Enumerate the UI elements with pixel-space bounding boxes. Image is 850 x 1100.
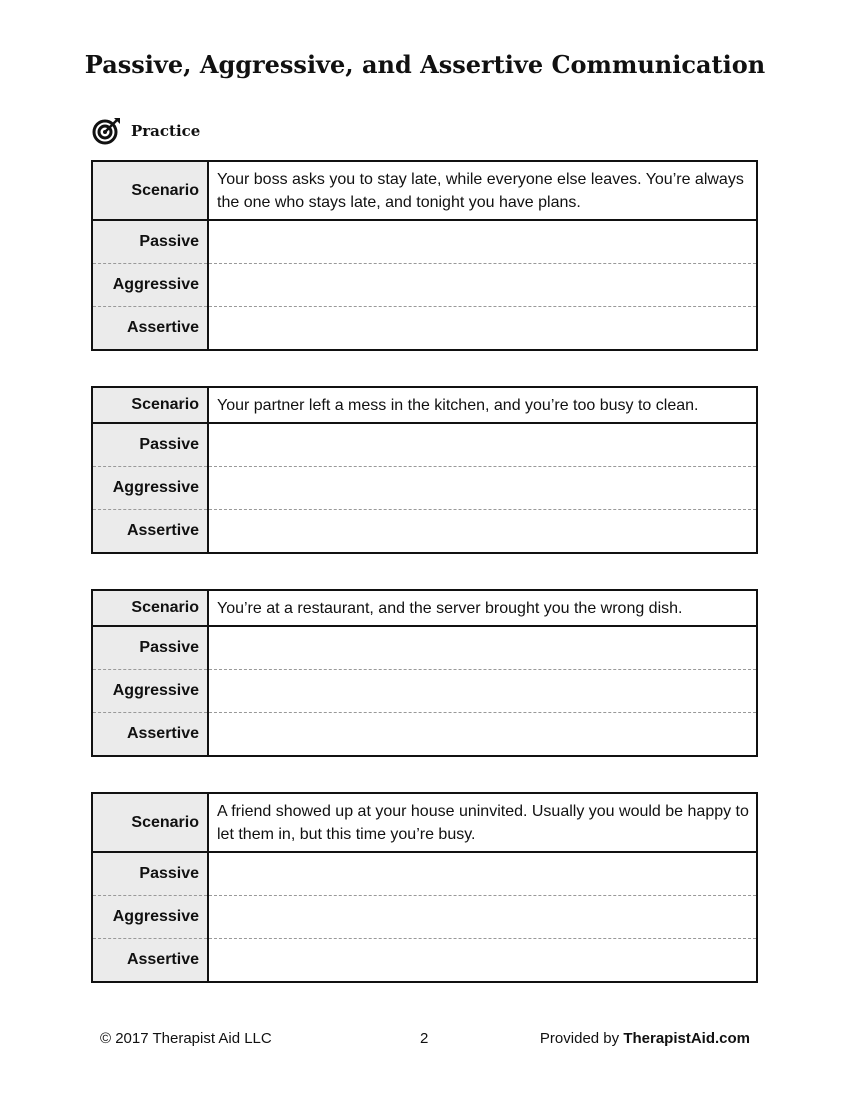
assertive-row [92, 510, 757, 554]
scenario-text: Your partner left a mess in the kitchen, and you’re too busy to clean. [208, 387, 757, 423]
aggressive-label: Aggressive [92, 467, 208, 510]
provided-prefix: Provided by [539, 1030, 620, 1047]
scenario-label: Scenario [92, 387, 208, 423]
passive-row [92, 626, 757, 670]
scenario-row [92, 161, 757, 220]
page-number: 2 [420, 1030, 429, 1047]
practice-section-header [92, 116, 200, 146]
footer-copyright: © 2017 Therapist Aid LLC [100, 1030, 272, 1047]
aggressive-label: Aggressive [92, 670, 208, 713]
scenario-label: Scenario [92, 161, 208, 220]
aggressive-row [92, 670, 757, 713]
passive-label: Passive [92, 852, 208, 896]
passive-answer-field[interactable] [208, 220, 757, 264]
scenario-text: A friend showed up at your house uninvited. Usually you would be happy to let them in, but this time you’re busy. [208, 793, 757, 852]
assertive-row [92, 939, 757, 983]
passive-answer-field[interactable] [208, 626, 757, 670]
scenario-text: Your boss asks you to stay late, while everyone else leaves. You’re always the one who stays late, and tonight you have plans. [208, 161, 757, 220]
scenario-label: Scenario [92, 793, 208, 852]
scenario-text: You’re at a restaurant, and the server brought you the wrong dish. [208, 590, 757, 626]
scenario-table-2 [91, 386, 758, 554]
scenario-label: Scenario [92, 590, 208, 626]
assertive-label: Assertive [92, 939, 208, 983]
assertive-label: Assertive [92, 713, 208, 757]
scenario-table-4 [91, 792, 758, 983]
scenario-table-3 [91, 589, 758, 757]
passive-answer-field[interactable] [208, 852, 757, 896]
aggressive-label: Aggressive [92, 264, 208, 307]
passive-label: Passive [92, 423, 208, 467]
assertive-row [92, 713, 757, 757]
assertive-answer-field[interactable] [208, 510, 757, 554]
passive-row [92, 852, 757, 896]
scenario-row [92, 387, 757, 423]
aggressive-row [92, 467, 757, 510]
provider-brand: TherapistAid.com [623, 1030, 750, 1047]
target-icon [92, 116, 122, 146]
aggressive-row [92, 896, 757, 939]
page-title: Passive, Aggressive, and Assertive Communication [84, 50, 766, 79]
section-label: Practice [131, 122, 201, 140]
aggressive-answer-field[interactable] [208, 467, 757, 510]
assertive-label: Assertive [92, 307, 208, 351]
scenario-row [92, 590, 757, 626]
scenario-row [92, 793, 757, 852]
scenario-table-1 [91, 160, 758, 351]
passive-answer-field[interactable] [208, 423, 757, 467]
aggressive-label: Aggressive [92, 896, 208, 939]
passive-label: Passive [92, 626, 208, 670]
assertive-answer-field[interactable] [208, 939, 757, 983]
footer-provided-by [540, 1030, 750, 1047]
aggressive-answer-field[interactable] [208, 264, 757, 307]
assertive-answer-field[interactable] [208, 307, 757, 351]
aggressive-answer-field[interactable] [208, 896, 757, 939]
aggressive-answer-field[interactable] [208, 670, 757, 713]
assertive-answer-field[interactable] [208, 713, 757, 757]
passive-row [92, 220, 757, 264]
passive-label: Passive [92, 220, 208, 264]
aggressive-row [92, 264, 757, 307]
assertive-row [92, 307, 757, 351]
assertive-label: Assertive [92, 510, 208, 554]
passive-row [92, 423, 757, 467]
